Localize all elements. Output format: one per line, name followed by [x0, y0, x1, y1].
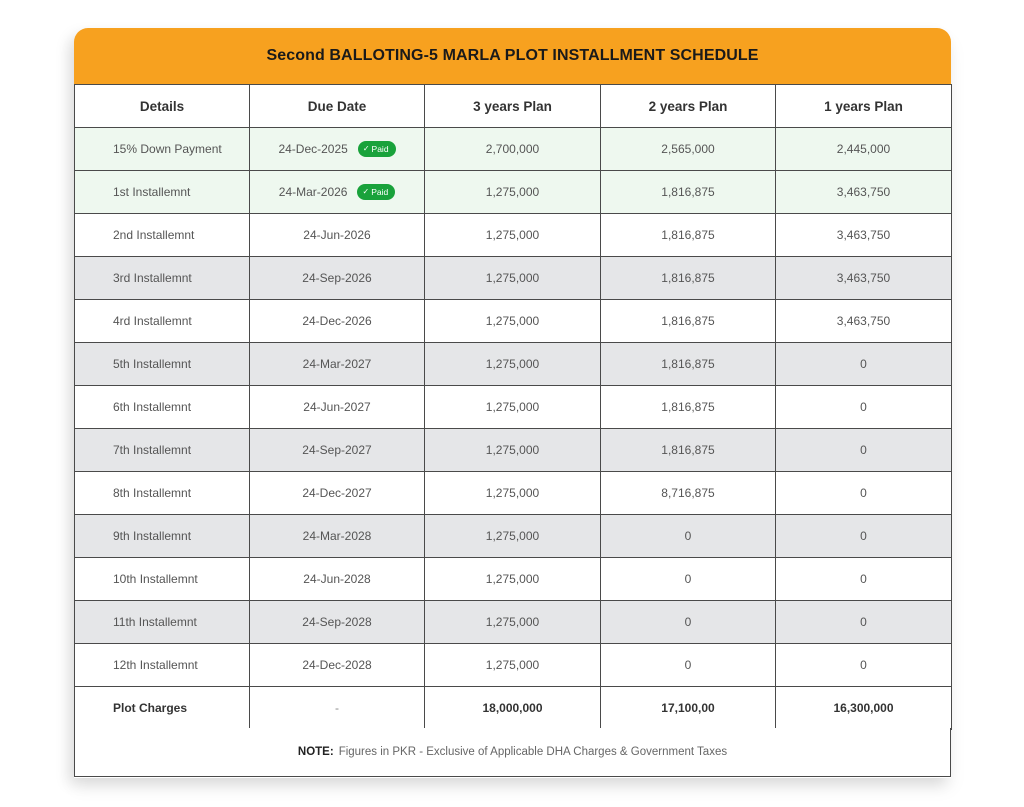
row-1-years-plan: 0 — [776, 472, 952, 515]
row-2-years-plan: 8,716,875 — [601, 472, 776, 515]
row-due-date: 24-Mar-2028 — [250, 515, 425, 558]
table-row — [75, 601, 952, 644]
row-due-date: 24-Dec-2027 — [250, 472, 425, 515]
row-3-years-plan: 1,275,000 — [425, 515, 601, 558]
total-due-date: - — [250, 687, 425, 730]
row-detail: 3rd Installemnt — [75, 257, 250, 300]
row-1-years-plan: 0 — [776, 601, 952, 644]
installment-schedule-card — [74, 28, 951, 778]
row-2-years-plan: 1,816,875 — [601, 343, 776, 386]
schedule-title: Second BALLOTING-5 MARLA PLOT INSTALLMENT SCHEDULE — [74, 28, 951, 84]
table-row — [75, 300, 952, 343]
installment-table — [74, 84, 952, 730]
note-footer — [74, 728, 951, 777]
total-2-years-plan: 17,100,00 — [601, 687, 776, 730]
table-row — [75, 558, 952, 601]
row-due-date: 24-Mar-2026 — [278, 185, 348, 199]
row-2-years-plan: 1,816,875 — [601, 257, 776, 300]
row-due-date: 24-Sep-2027 — [250, 429, 425, 472]
row-detail: 1st Installemnt — [75, 171, 250, 214]
row-3-years-plan: 1,275,000 — [425, 300, 601, 343]
paid-status-badge — [358, 141, 396, 157]
row-1-years-plan: 0 — [776, 343, 952, 386]
row-due-date-cell — [250, 171, 425, 214]
row-1-years-plan: 3,463,750 — [776, 257, 952, 300]
table-row — [75, 343, 952, 386]
row-1-years-plan: 3,463,750 — [776, 300, 952, 343]
row-2-years-plan: 0 — [601, 515, 776, 558]
row-1-years-plan: 2,445,000 — [776, 128, 952, 171]
row-detail: 9th Installemnt — [75, 515, 250, 558]
row-1-years-plan: 0 — [776, 644, 952, 687]
row-3-years-plan: 1,275,000 — [425, 171, 601, 214]
table-row — [75, 515, 952, 558]
row-3-years-plan: 1,275,000 — [425, 214, 601, 257]
check-icon: ✓ — [362, 187, 370, 196]
row-3-years-plan: 1,275,000 — [425, 386, 601, 429]
row-detail: 15% Down Payment — [75, 128, 250, 171]
row-2-years-plan: 1,816,875 — [601, 386, 776, 429]
table-row — [75, 386, 952, 429]
total-label: Plot Charges — [75, 687, 250, 730]
row-detail: 10th Installemnt — [75, 558, 250, 601]
row-detail: 7th Installemnt — [75, 429, 250, 472]
row-1-years-plan: 0 — [776, 429, 952, 472]
row-3-years-plan: 1,275,000 — [425, 257, 601, 300]
row-due-date: 24-Jun-2027 — [250, 386, 425, 429]
row-due-date: 24-Dec-2028 — [250, 644, 425, 687]
table-row — [75, 644, 952, 687]
row-3-years-plan: 1,275,000 — [425, 601, 601, 644]
paid-status-label: Paid — [371, 144, 389, 154]
column-header-3-years-plan: 3 years Plan — [425, 85, 601, 128]
row-1-years-plan: 0 — [776, 558, 952, 601]
row-detail: 6th Installemnt — [75, 386, 250, 429]
note-label: NOTE: — [297, 746, 334, 758]
row-2-years-plan: 0 — [601, 601, 776, 644]
table-header-row — [75, 85, 952, 128]
row-3-years-plan: 2,700,000 — [425, 128, 601, 171]
row-1-years-plan: 3,463,750 — [776, 214, 952, 257]
row-detail: 11th Installemnt — [75, 601, 250, 644]
row-1-years-plan: 0 — [776, 386, 952, 429]
table-row — [75, 171, 952, 214]
row-due-date: 24-Dec-2026 — [250, 300, 425, 343]
row-due-date: 24-Sep-2028 — [250, 601, 425, 644]
row-2-years-plan: 0 — [601, 558, 776, 601]
table-row — [75, 257, 952, 300]
row-due-date: 24-Mar-2027 — [250, 343, 425, 386]
total-3-years-plan: 18,000,000 — [425, 687, 601, 730]
row-3-years-plan: 1,275,000 — [425, 343, 601, 386]
row-due-date: 24-Sep-2026 — [250, 257, 425, 300]
note-text: Figures in PKR - Exclusive of Applicable DHA Charges & Government Taxes — [338, 746, 728, 758]
total-row — [75, 687, 952, 730]
row-due-date-cell — [250, 128, 425, 171]
total-1-years-plan: 16,300,000 — [776, 687, 952, 730]
column-header-details: Details — [75, 85, 250, 128]
row-2-years-plan: 0 — [601, 644, 776, 687]
check-icon: ✓ — [362, 144, 370, 153]
row-detail: 4rd Installemnt — [75, 300, 250, 343]
row-2-years-plan: 1,816,875 — [601, 214, 776, 257]
column-header-2-years-plan: 2 years Plan — [601, 85, 776, 128]
column-header-1-years-plan: 1 years Plan — [776, 85, 952, 128]
row-detail: 8th Installemnt — [75, 472, 250, 515]
row-2-years-plan: 1,816,875 — [601, 300, 776, 343]
row-detail: 5th Installemnt — [75, 343, 250, 386]
row-1-years-plan: 0 — [776, 515, 952, 558]
row-2-years-plan: 1,816,875 — [601, 171, 776, 214]
row-3-years-plan: 1,275,000 — [425, 472, 601, 515]
row-due-date: 24-Jun-2026 — [250, 214, 425, 257]
paid-status-badge — [357, 184, 395, 200]
row-1-years-plan: 3,463,750 — [776, 171, 952, 214]
paid-status-label: Paid — [371, 187, 389, 197]
row-3-years-plan: 1,275,000 — [425, 558, 601, 601]
table-row — [75, 128, 952, 171]
row-3-years-plan: 1,275,000 — [425, 644, 601, 687]
row-2-years-plan: 2,565,000 — [601, 128, 776, 171]
row-due-date: 24-Dec-2025 — [278, 142, 348, 156]
row-2-years-plan: 1,816,875 — [601, 429, 776, 472]
row-detail: 2nd Installemnt — [75, 214, 250, 257]
row-due-date: 24-Jun-2028 — [250, 558, 425, 601]
row-detail: 12th Installemnt — [75, 644, 250, 687]
table-row — [75, 472, 952, 515]
table-row — [75, 214, 952, 257]
row-3-years-plan: 1,275,000 — [425, 429, 601, 472]
column-header-due-date: Due Date — [250, 85, 425, 128]
table-row — [75, 429, 952, 472]
